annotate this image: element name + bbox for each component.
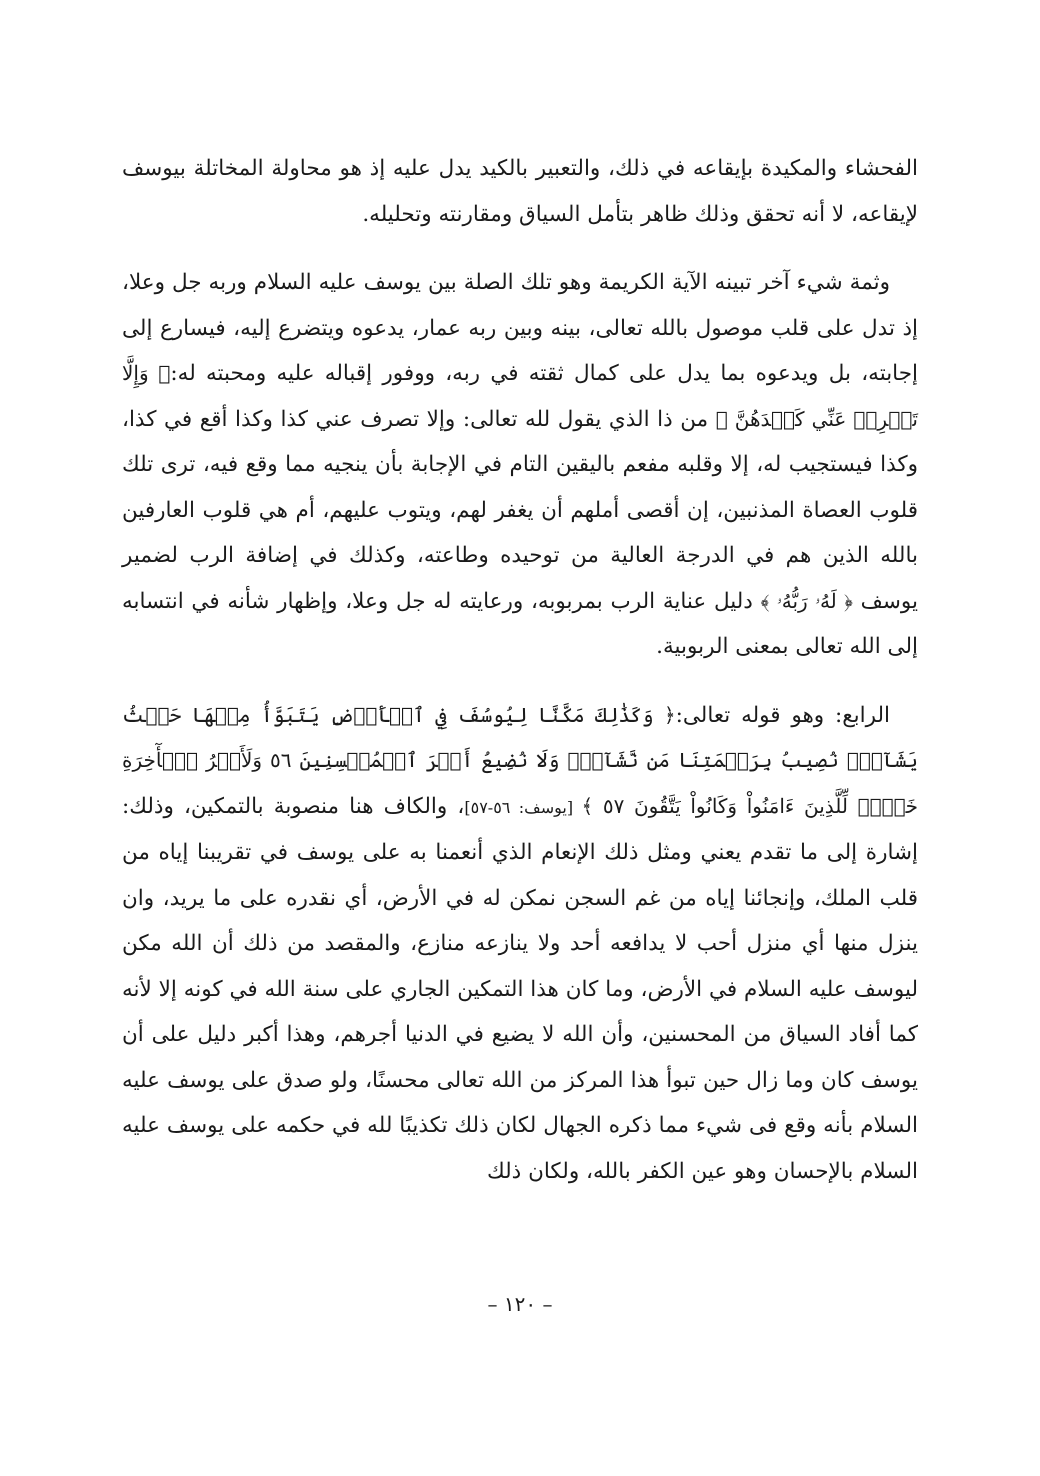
quran-quote-2: ﴿ لَهُۥ رَبُّهُۥ ﴾: [760, 588, 853, 613]
paragraph-2-text-c: دليل عناية الرب بمربوبه، ورعايته له جل وعلا، وإظهار شأنه في انتسابه إلى الله تعالى بمعنى الربوبية.: [122, 588, 918, 659]
paragraph-2-text-a: وثمة شيء آخر تبينه الآية الكريمة وهو تلك الصلة بين يوسف عليه السلام وربه جل وعلا، إذ تدل على قلب موصول بالله تعالى، بينه وبين ربه عمار، يدعوه ويتضرع إليه، فيسارع إلى إجابته، بل ويدعوه بما يدل على كمال ثقته في ربه، ووفور إقباله عليه ومحبته له:: [122, 270, 918, 386]
page-number: – ١٢٠ –: [487, 1292, 553, 1316]
quran-reference: [يوسف: ٥٦-٥٧]: [464, 797, 582, 817]
paragraph-3-text-b: ، والكاف هنا منصوبة بالتمكين، وذلك: إشارة إلى ما تقدم يعني ومثل ذلك الإنعام الذي أنعمنا به على يوسف في تقريبنا إياه من قلب الملك، وإنجائنا إياه من غم السجن نمكن له في الأرض، أي نقدره على ما يريد، وان ينزل منها أي منزل أحب لا يدافعه أحد ولا ينازعه منازع، والمقصد من ذلك أن الله مكن ليوسف عليه السلام في الأرض، وما كان هذا التمكين الجاري على سنة الله في كونه إلا لأنه كما أفاد السياق من المحسنين، وأن الله لا يضيع في الدنيا أجرهم، وهذا أكبر دليل على أن يوسف كان وما زال حين تبوأ هذا المركز من الله تعالى محسنًا، ولو صدق على يوسف عليه السلام بأنه وقع فى شيء مما ذكره الجهال لكان ذلك تكذيبًا لله في حكمه على يوسف عليه السلام بالإحسان وهو عين الكفر بالله، ولكان ذلك: [122, 793, 918, 1184]
quran-quote-3: ﴿ وَكَذَٰلِكَ مَكَّنَّا لِيُوسُفَ فِي ٱلۡأَرۡضِ يَتَبَوَّأُ مِنۡهَا حَيۡثُ يَشَآءُۚ نُصِيبُ بِرَحۡمَتِنَا مَن نَّشَآءُۖ وَلَا نُضِيعُ أَجۡرَ ٱلۡمُحۡسِنِينَ ٥٦ وَلَأَجۡرُ ٱلۡأٓخِرَةِ خَيۡرٞ لِّلَّذِينَ ءَامَنُواْ وَكَانُواْ يَتَّقُونَ ٥٧ ﴾: [122, 702, 919, 818]
paragraph-1: [122, 146, 918, 237]
paragraph-1-text: الفحشاء والمكيدة بإيقاعه في ذلك، والتعبير بالكيد يدل عليه إذ هو محاولة المخاتلة بيوسف لإيقاعه، لا أنه تحقق وذلك ظاهر بتأمل السياق ومقارنته وتحليله.: [122, 156, 918, 227]
quran-quote-1: ﴿ وَإِلَّا تَصۡرِفۡ عَنِّي كَيۡدَهُنَّ ﴾: [122, 361, 918, 431]
paragraph-3-text-a: الرابع: وهو قوله تعالى:: [675, 702, 890, 728]
page-body: [122, 146, 918, 1194]
paragraph-2: [122, 260, 918, 670]
paragraph-3: [122, 693, 918, 1195]
paragraph-2-text-b: من ذا الذي يقول لله تعالى: وإلا تصرف عني كذا وكذا أقع في كذا، وكذا فيستجيب له، إلا وقلبه مفعم باليقين التام في الإجابة بأن ينجيه مما وقع فيه، ترى تلك قلوب العصاة المذنبين، إن أقصى أملهم أن يغفر لهم، ويتوب عليهم، أم هي قلوب العارفين بالله الذين هم في الدرجة العالية من توحيده وطاعته، وكذلك في إضافة الرب لضمير يوسف: [122, 406, 919, 614]
